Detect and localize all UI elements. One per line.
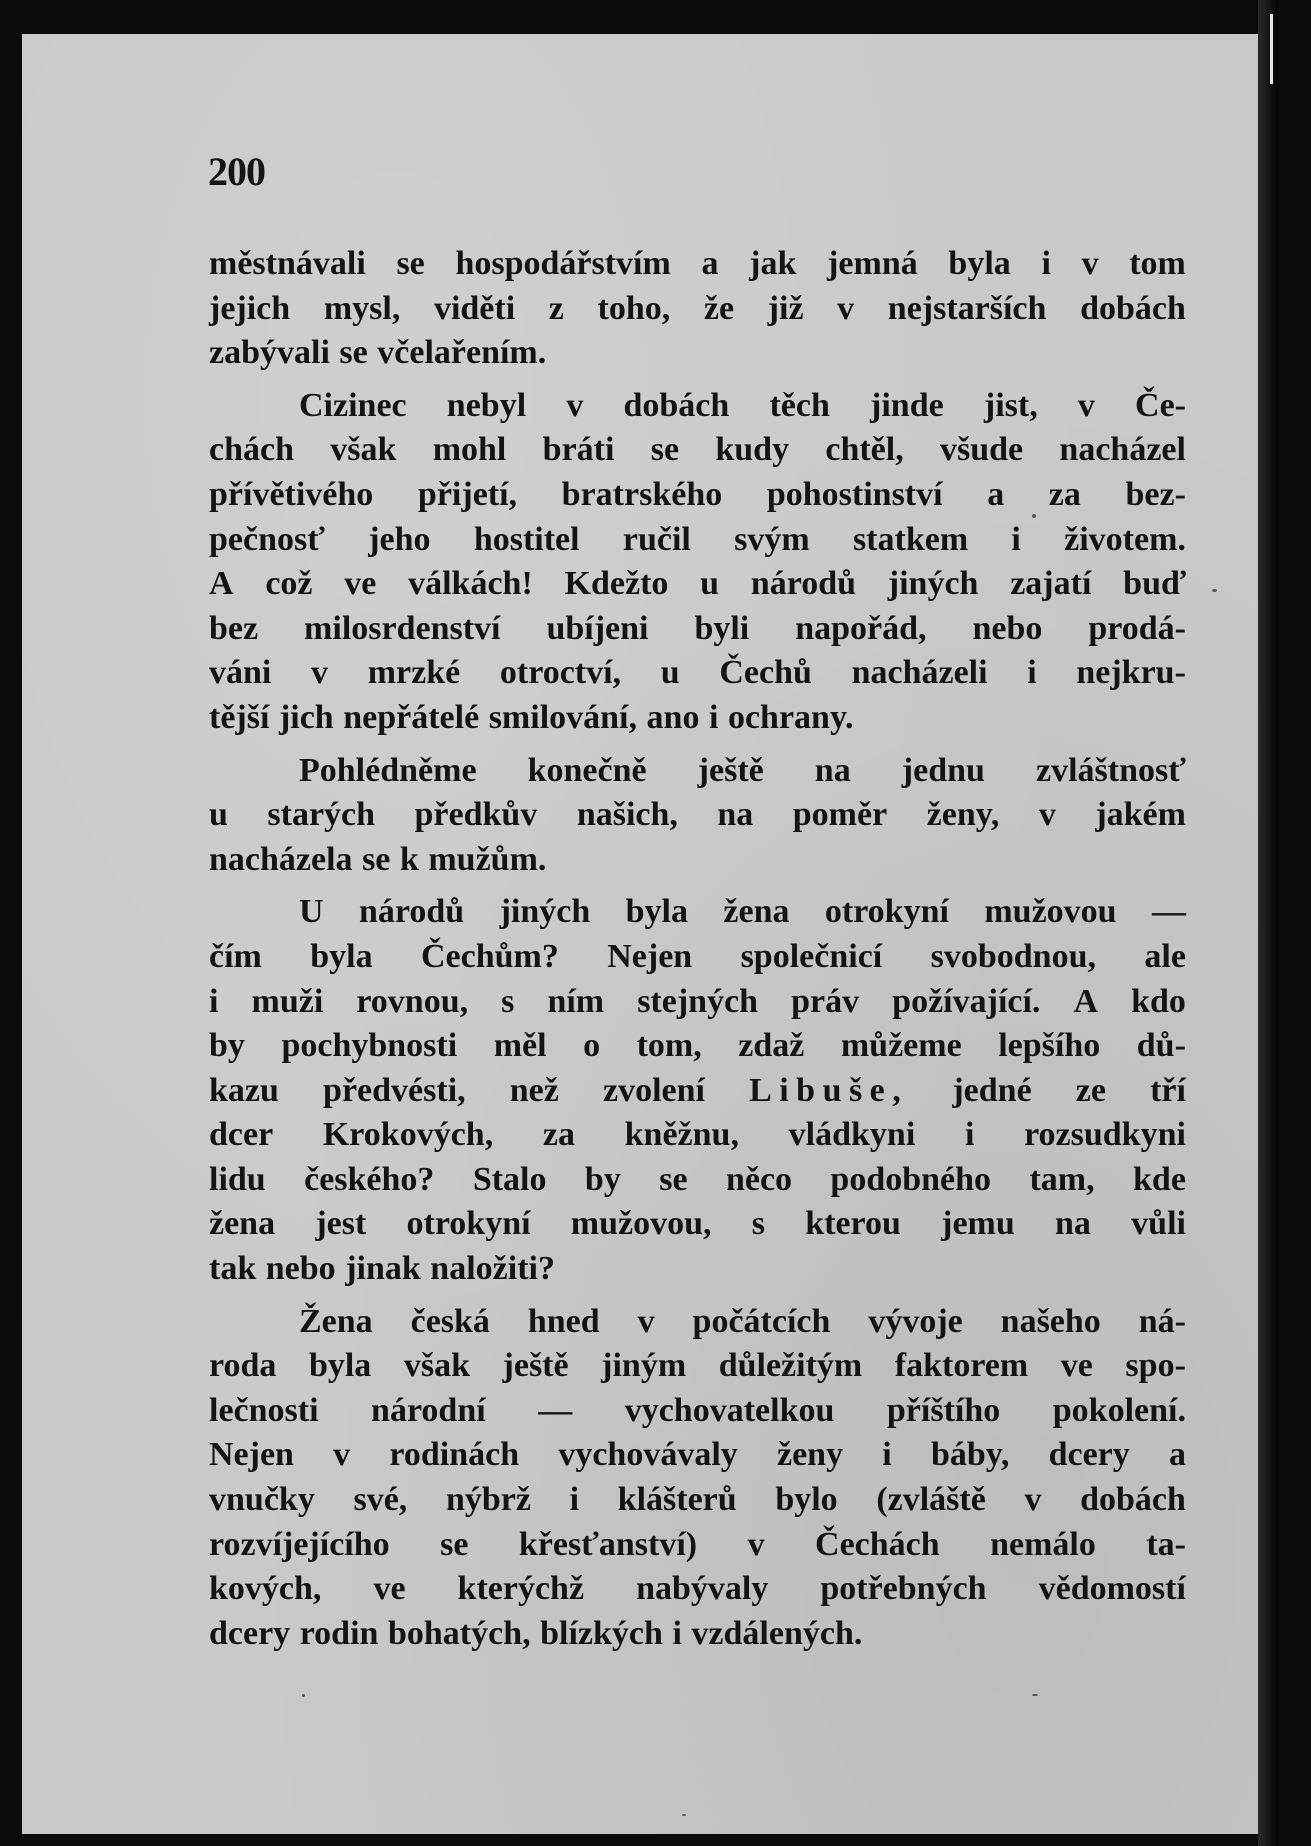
text-line: Nejen v rodinách vychovávaly ženy i báby, dcery a (209, 1436, 1186, 1474)
body-text (209, 242, 1186, 1656)
text-line: Cizinec nebyl v dobách těch jinde jist, v Če- (299, 386, 1186, 424)
paragraph (209, 384, 1186, 741)
text-line: kazu předvésti, než zvolení Libuše, jedné ze tří (209, 1071, 1186, 1109)
text-line: dcery rodin bohatých, blízkých i vzdálených. (209, 1614, 863, 1652)
paper-speck (1212, 589, 1217, 592)
text-line: roda byla však ještě jiným důležitým faktorem ve spo- (209, 1347, 1186, 1385)
text-line: Žena česká hned v počátcích vývoje našeho ná- (299, 1302, 1186, 1340)
text-line: rozvíjejícího se křesťanství) v Čechách nemálo ta- (209, 1525, 1186, 1563)
text-line: čím byla Čechům? Nejen společnicí svobodnou, ale (209, 937, 1186, 975)
paragraph (209, 1300, 1186, 1657)
paper-speck (302, 1694, 305, 1697)
text-line: jejich mysl, viděti z toho, že již v nejstarších dobách (209, 289, 1186, 327)
book-gutter (1258, 0, 1278, 1846)
text-line: zabývali se včelařením. (209, 334, 547, 372)
text-line: tak nebo jinak naložiti? (209, 1250, 555, 1288)
text-line: U národů jiných byla žena otrokyní mužovou — (299, 893, 1186, 931)
text-line: nacházela se k mužům. (209, 840, 547, 878)
paper-speck (682, 1814, 686, 1816)
paper-speck (1032, 1694, 1038, 1696)
text-line: A což ve válkách! Kdežto u národů jiných zajatí buď (209, 565, 1186, 603)
paper-speck (1032, 514, 1036, 518)
text-line: vnučky své, nýbrž i klášterů bylo (zvláště v dobách (209, 1481, 1186, 1519)
text-line: i muži rovnou, s ním stejných práv požívající. A kdo (209, 982, 1186, 1020)
text-line: u starých předkův našich, na poměr ženy, v jakém (209, 796, 1186, 834)
paragraph (209, 242, 1186, 376)
book-page (22, 34, 1269, 1834)
text-line: městnávali se hospodářstvím a jak jemná byla i v tom (209, 245, 1186, 282)
text-line: dcer Krokových, za kněžnu, vládkyni i rozsudkyni (209, 1116, 1186, 1154)
text-line: lidu českého? Stalo by se něco podobného tam, kde (209, 1160, 1186, 1198)
gutter-edge (1270, 14, 1273, 84)
text-line: bez milosrdenství ubíjeni byli napořád, nebo prodá- (209, 609, 1186, 647)
text-line: přívětivého přijetí, bratrského pohostinství a za bez- (209, 475, 1186, 513)
text-line: lečnosti národní — vychovatelkou příštího pokolení. (209, 1391, 1186, 1429)
text-line: kových, ve kterýchž nabývaly potřebných vědomostí (209, 1570, 1186, 1608)
text-line: Pohlédněme konečně ještě na jednu zvláštnosť (299, 751, 1186, 789)
text-line: váni v mrzké otroctví, u Čechů nacházeli i nejkru- (209, 654, 1186, 692)
paragraph (209, 749, 1186, 883)
text-line: by pochybnosti měl o tom, zdaž můžeme lepšího dů- (209, 1027, 1186, 1065)
page-number: 200 (208, 149, 265, 194)
text-line: žena jest otrokyní mužovou, s kterou jemu na vůli (209, 1205, 1186, 1243)
paragraph (209, 890, 1186, 1291)
text-line: tější jich nepřátelé smilování, ano i ochrany. (209, 698, 854, 736)
text-line: chách však mohl bráti se kudy chtěl, všude nacházel (209, 431, 1186, 469)
text-line: pečnosť jeho hostitel ručil svým statkem i životem. (209, 520, 1186, 558)
